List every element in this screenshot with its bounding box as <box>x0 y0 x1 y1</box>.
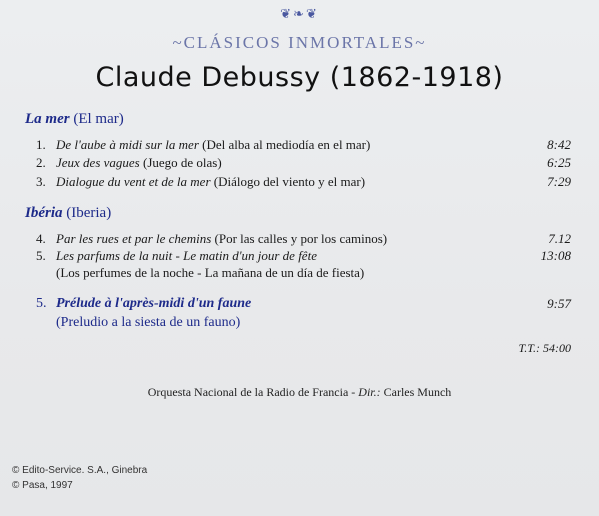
track-duration: 9:57 <box>547 296 571 311</box>
track-number: 5. <box>36 248 46 263</box>
track-duration: 8:42 <box>547 137 571 152</box>
track-duration: 13:08 <box>540 248 571 263</box>
track-row <box>36 231 571 247</box>
track-title-spanish: (Diálogo del viento y el mar) <box>213 174 366 189</box>
featured-track-row <box>36 296 571 312</box>
ornament-icon: ❦❧❦ <box>280 6 319 21</box>
track-duration: 7.12 <box>548 231 571 246</box>
track-row <box>36 155 571 171</box>
track-title-spanish: (Preludio a la siesta de un fauno) <box>56 315 241 330</box>
section-title-la-mer <box>25 111 124 128</box>
track-duration: 7:29 <box>547 174 571 189</box>
section-title-french: La mer <box>25 111 70 127</box>
track-number: 5. <box>36 296 47 311</box>
director-label: Dir.: <box>358 385 381 399</box>
track-title-french: Dialogue du vent et de la mer <box>56 174 211 189</box>
copyright-line: © Edito-Service. S.A., Ginebra <box>12 465 148 476</box>
section-title-iberia <box>25 205 111 222</box>
copyright-line: © Pasa, 1997 <box>12 480 73 491</box>
conductor-name: Carles Munch <box>380 385 452 399</box>
track-title-spanish: (Juego de olas) <box>143 155 222 170</box>
track-title-french: Par les rues et par le chemins <box>56 231 212 246</box>
track-title-french: Jeux des vagues <box>56 155 140 170</box>
track-number: 1. <box>36 137 46 152</box>
total-time: T.T.: 54:00 <box>518 341 571 355</box>
track-title-french: Les parfums de la nuit - Le matin d'un jour de fête <box>56 248 317 263</box>
track-title-french: De l'aube à midi sur la mer <box>56 137 199 152</box>
track-title-french: Prélude à l'après-midi d'un faune <box>56 296 252 311</box>
track-number: 2. <box>36 155 46 170</box>
track-row <box>36 248 571 264</box>
composer-heading: Claude Debussy (1862-1918) <box>95 62 504 93</box>
orchestra-credit <box>0 385 599 400</box>
track-duration: 6:25 <box>547 155 571 170</box>
track-row <box>36 137 571 153</box>
track-title-spanish: (Del alba al mediodía en el mar) <box>202 137 371 152</box>
section-title-french: Ibéria <box>25 205 63 221</box>
track-title-spanish: (Los perfumes de la noche - La mañana de un día de fiesta) <box>56 265 365 280</box>
track-number: 4. <box>36 231 46 246</box>
section-title-spanish: (Iberia) <box>66 205 112 221</box>
track-number: 3. <box>36 174 46 189</box>
section-title-spanish: (El mar) <box>73 111 124 127</box>
track-row <box>36 174 571 190</box>
series-title: ~CLÁSICOS INMORTALES~ <box>172 33 427 52</box>
track-title-spanish: (Por las calles y por los caminos) <box>214 231 388 246</box>
orchestra-name: Orquesta Nacional de la Radio de Francia - <box>147 385 359 399</box>
